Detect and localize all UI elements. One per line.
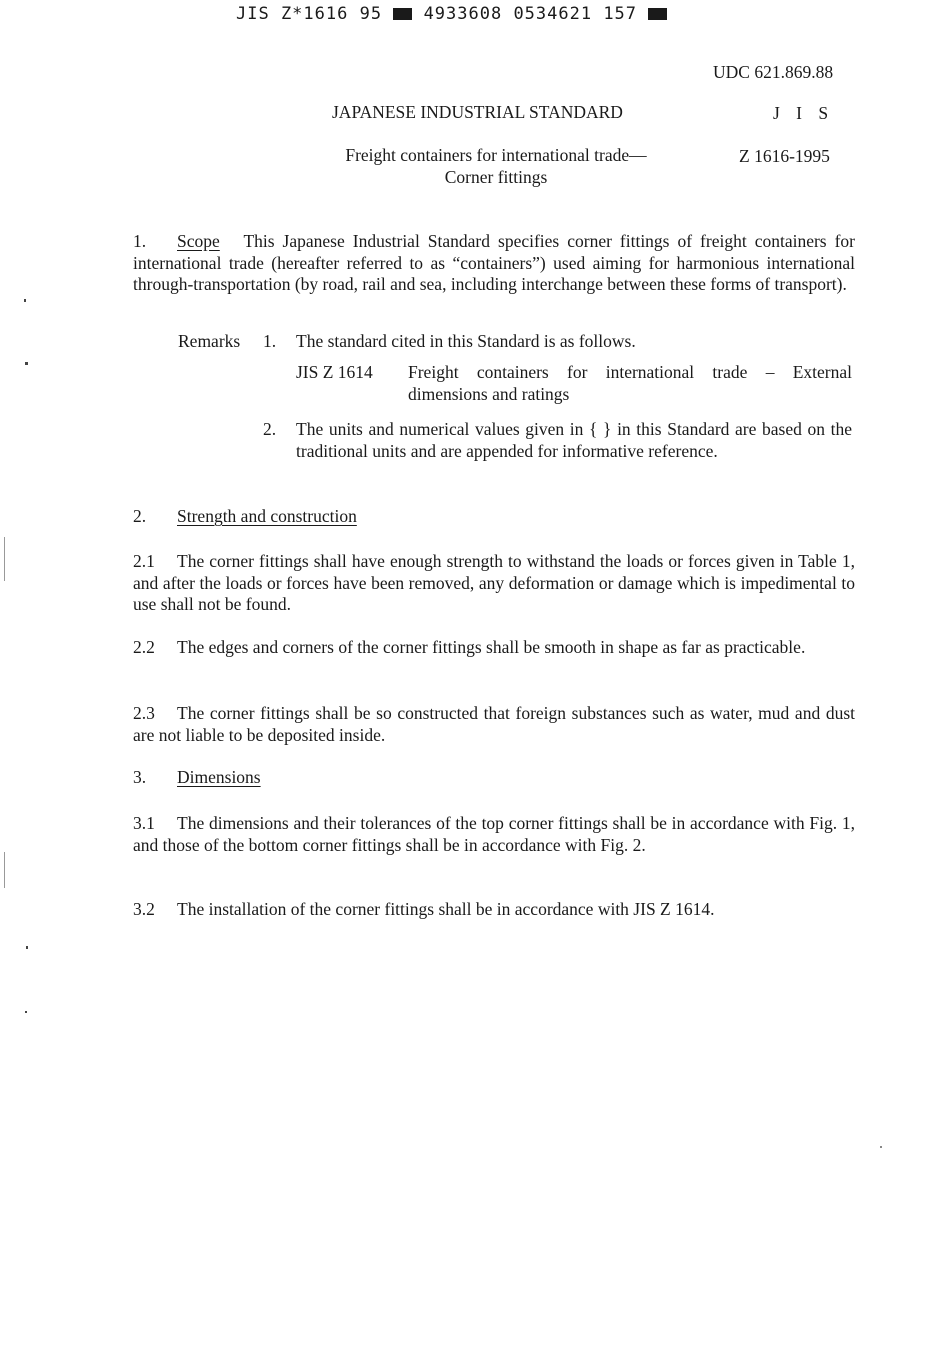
remark-2-text: The units and numerical values given in { } in this Standard are based on the traditional units and are appended for informative reference. bbox=[296, 419, 852, 461]
cited-standard-title: Freight containers for international trade – External dimensions and ratings bbox=[408, 362, 852, 404]
clause-text: The corner fittings shall be so constructed that foreign substances such as water, mud and dust are not liable to be deposited inside. bbox=[133, 703, 855, 745]
clause-2-2 bbox=[133, 637, 855, 659]
clause-3-2 bbox=[133, 899, 855, 921]
document-title bbox=[296, 145, 696, 188]
header-code-mid: 4933608 0534621 157 bbox=[423, 4, 638, 24]
section-number: 3. bbox=[133, 767, 147, 787]
clause-number: 3.2 bbox=[133, 899, 155, 919]
section-1-scope bbox=[133, 231, 855, 296]
section-title: Scope bbox=[177, 231, 220, 251]
remark-2-number: 2. bbox=[263, 419, 277, 439]
clause-2-1 bbox=[133, 551, 855, 616]
section-2-heading bbox=[133, 506, 855, 528]
standard-title: JAPANESE INDUSTRIAL STANDARD bbox=[332, 102, 623, 122]
remark-1-text: The standard cited in this Standard is as follows. bbox=[296, 331, 636, 351]
scan-speck bbox=[25, 362, 28, 365]
clause-number: 2.1 bbox=[133, 551, 155, 571]
document-code: Z 1616-1995 bbox=[739, 146, 830, 166]
section-3-heading bbox=[133, 767, 855, 789]
clause-number: 2.2 bbox=[133, 637, 155, 657]
scan-line bbox=[4, 537, 5, 581]
clause-number: 3.1 bbox=[133, 813, 155, 833]
black-block-icon bbox=[648, 8, 667, 20]
section-number: 2. bbox=[133, 506, 147, 526]
clause-number: 2.3 bbox=[133, 703, 155, 723]
udc-number: UDC 621.869.88 bbox=[713, 62, 834, 82]
section-title: Strength and construction bbox=[177, 506, 357, 526]
document-title-line2: Corner fittings bbox=[444, 166, 548, 187]
scan-speck bbox=[25, 1011, 27, 1013]
document-code-header bbox=[236, 4, 667, 26]
section-number: 1. bbox=[133, 231, 147, 251]
black-block-icon bbox=[393, 8, 412, 20]
jis-label: J I S bbox=[773, 103, 835, 123]
clause-text: The dimensions and their tolerances of the top corner fittings shall be in accordance with Fig. 1, and those of the bottom corner fittings shall be in accordance with Fig. 2. bbox=[133, 813, 855, 855]
document-title-line1: Freight containers for international trade— bbox=[345, 145, 647, 165]
clause-text: The corner fittings shall have enough strength to withstand the loads or forces given in Table 1, and after the loads or forces have been removed, any deformation or damage which is impedimental to use shall not be found. bbox=[133, 551, 855, 614]
remarks-label: Remarks bbox=[178, 331, 241, 351]
scan-speck bbox=[880, 1146, 882, 1148]
clause-3-1 bbox=[133, 813, 855, 856]
section-title: Dimensions bbox=[177, 767, 261, 787]
clause-2-3 bbox=[133, 703, 855, 746]
header-code-prefix: JIS Z*1616 95 bbox=[236, 4, 383, 24]
scan-line bbox=[4, 852, 5, 888]
cited-standard-code: JIS Z 1614 bbox=[296, 362, 373, 382]
scan-speck bbox=[26, 946, 28, 949]
clause-text: The installation of the corner fittings shall be in accordance with JIS Z 1614. bbox=[177, 899, 715, 919]
clause-text: The edges and corners of the corner fittings shall be smooth in shape as far as practicable. bbox=[177, 637, 806, 657]
section-text: This Japanese Industrial Standard specifies corner fittings of freight containers for international trade (hereafter referred to as “containers”) used aiming for harmonious international through-transportation (by road, rail and sea, including interchange between these forms of transport). bbox=[133, 231, 856, 294]
scan-speck bbox=[24, 299, 26, 302]
remark-1-number: 1. bbox=[263, 331, 277, 351]
